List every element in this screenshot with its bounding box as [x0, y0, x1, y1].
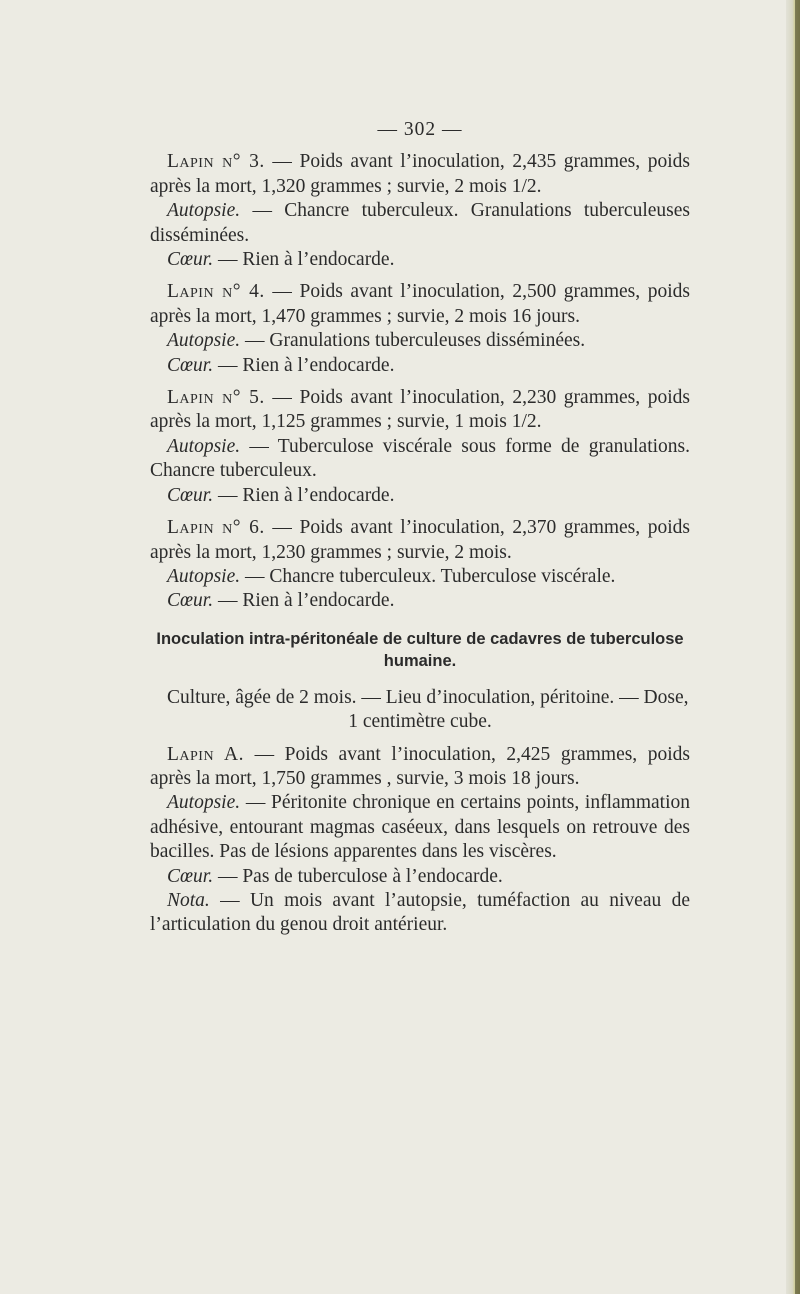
section-heading: Inoculation intra-péritonéale de culture de cadavres de tuberculose humaine. [156, 629, 684, 670]
page-binding-shadow [795, 0, 800, 1294]
entry-lapin-4: Lapin n° 4. — Poids avant l’inoculation, 2,500 grammes, poids après la mort, 1,470 grammes ; survie, 2 mois 16 jours. [150, 281, 690, 327]
autopsy-lapin-6: Autopsie. — Chancre tuberculeux. Tuberculose viscérale. [167, 565, 616, 587]
entry-lapin-3: Lapin n° 3. — Poids avant l’inoculation, 2,435 grammes, poids après la mort, 1,320 grammes ; survie, 2 mois 1/2. [150, 151, 690, 197]
autopsy-lapin-a: Autopsie. — Péritonite chronique en certains points, inflammation adhésive, entourant magmas caséeux, dans lesquels on retrouve des bacilles. Pas de lésions apparentes dans les viscères. [150, 792, 690, 863]
entry-lapin-5: Lapin n° 5. — Poids avant l’inoculation, 2,230 grammes, poids après la mort, 1,125 grammes ; survie, 1 mois 1/2. [150, 387, 690, 433]
heart-lapin-a: Cœur. — Pas de tuberculose à l’endocarde. [167, 865, 503, 887]
heart-lapin-5: Cœur. — Rien à l’endocarde. [167, 484, 395, 506]
page-number: — 302 — [377, 119, 463, 140]
entry-lapin-6: Lapin n° 6. — Poids avant l’inoculation, 2,370 grammes, poids après la mort, 1,230 grammes ; survie, 2 mois. [150, 517, 690, 563]
culture-line-1: Culture, âgée de 2 mois. — Lieu d’inoculation, péritoine. — Dose, [167, 686, 689, 708]
heart-lapin-4: Cœur. — Rien à l’endocarde. [167, 354, 395, 376]
entry-lapin-a: Lapin A. — Poids avant l’inoculation, 2,425 grammes, poids après la mort, 1,750 grammes , survie, 3 mois 18 jours. [150, 743, 690, 789]
autopsy-lapin-5: Autopsie. — Tuberculose viscérale sous forme de granulations. Chancre tuberculeux. [150, 435, 690, 482]
culture-line-2: 1 centimètre cube. [348, 711, 492, 733]
autopsy-lapin-3: Autopsie. — Chancre tuberculeux. Granulations tuberculeuses disséminées. [150, 200, 690, 246]
heart-lapin-6: Cœur. — Rien à l’endocarde. [167, 590, 395, 612]
heart-lapin-3: Cœur. — Rien à l’endocarde. [167, 249, 395, 271]
autopsy-lapin-4: Autopsie. — Granulations tuberculeuses disséminées. [167, 330, 586, 352]
page-text [150, 118, 690, 938]
nota-lapin-a: Nota. — Un mois avant l’autopsie, tuméfaction au niveau de l’articulation du genou droit antérieur. [150, 889, 690, 936]
